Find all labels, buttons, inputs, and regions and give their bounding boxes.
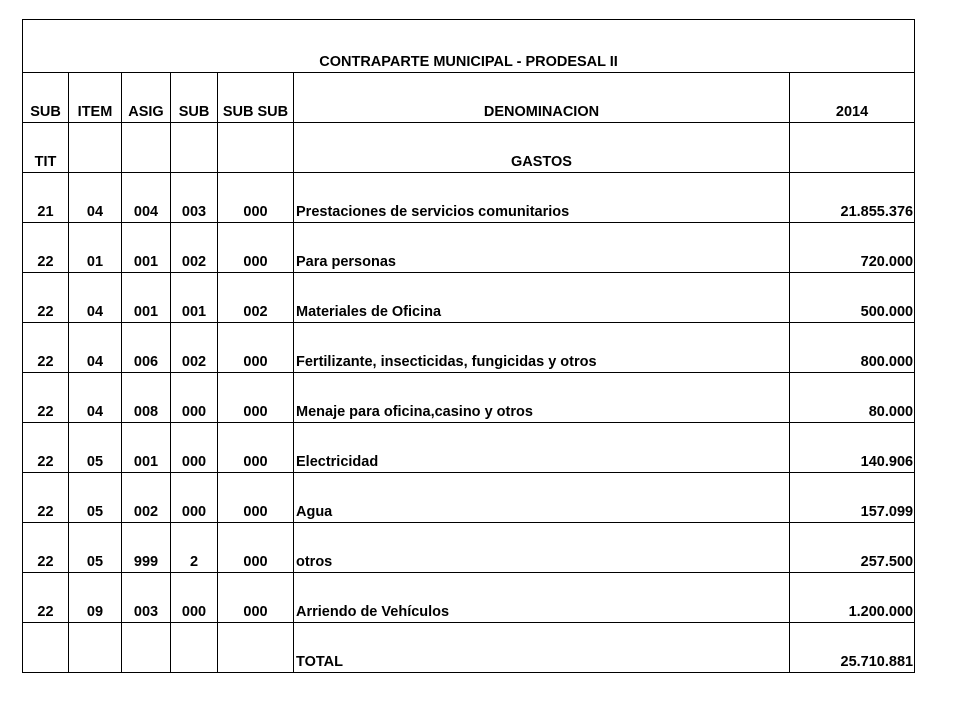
code-asig: 001 xyxy=(122,423,171,473)
code-item: 05 xyxy=(69,523,122,573)
denominacion-cell: Menaje para oficina,casino y otros xyxy=(294,373,790,423)
empty-cell xyxy=(790,123,915,173)
header-sub: SUB xyxy=(23,73,69,123)
header-row xyxy=(23,73,915,123)
table-row xyxy=(23,523,915,573)
amount-cell: 500.000 xyxy=(790,273,915,323)
amount-cell: 21.855.376 xyxy=(790,173,915,223)
title-row xyxy=(23,20,915,73)
code-sub: 22 xyxy=(23,373,69,423)
empty-cell xyxy=(171,123,218,173)
amount-cell: 800.000 xyxy=(790,323,915,373)
denominacion-cell: Agua xyxy=(294,473,790,523)
table-row xyxy=(23,273,915,323)
code-subsub: 000 xyxy=(218,523,294,573)
total-row xyxy=(23,623,915,673)
code-sub: 21 xyxy=(23,173,69,223)
code-sub2: 000 xyxy=(171,373,218,423)
header-subsub: SUB SUB xyxy=(218,73,294,123)
code-sub2: 003 xyxy=(171,173,218,223)
code-sub2: 000 xyxy=(171,573,218,623)
empty-cell xyxy=(69,623,122,673)
denominacion-cell: Fertilizante, insecticidas, fungicidas y otros xyxy=(294,323,790,373)
code-sub2: 002 xyxy=(171,323,218,373)
code-subsub: 000 xyxy=(218,573,294,623)
header-asig: ASIG xyxy=(122,73,171,123)
code-subsub: 002 xyxy=(218,273,294,323)
amount-cell: 140.906 xyxy=(790,423,915,473)
code-item: 05 xyxy=(69,473,122,523)
code-subsub: 000 xyxy=(218,423,294,473)
denominacion-cell: Electricidad xyxy=(294,423,790,473)
code-subsub: 000 xyxy=(218,373,294,423)
amount-cell: 157.099 xyxy=(790,473,915,523)
empty-cell xyxy=(23,623,69,673)
table-row xyxy=(23,173,915,223)
code-item: 04 xyxy=(69,273,122,323)
code-subsub: 000 xyxy=(218,473,294,523)
code-item: 04 xyxy=(69,373,122,423)
budget-table xyxy=(22,19,915,673)
empty-cell xyxy=(122,623,171,673)
amount-cell: 720.000 xyxy=(790,223,915,273)
header-item: ITEM xyxy=(69,73,122,123)
code-sub: 22 xyxy=(23,223,69,273)
code-asig: 008 xyxy=(122,373,171,423)
code-sub2: 000 xyxy=(171,473,218,523)
table-row xyxy=(23,423,915,473)
denominacion-cell: Para personas xyxy=(294,223,790,273)
table-row xyxy=(23,473,915,523)
header-denominacion: DENOMINACION xyxy=(294,73,790,123)
amount-cell: 80.000 xyxy=(790,373,915,423)
code-asig: 001 xyxy=(122,273,171,323)
table-row xyxy=(23,223,915,273)
code-subsub: 000 xyxy=(218,173,294,223)
table-row xyxy=(23,373,915,423)
section-row xyxy=(23,123,915,173)
empty-cell xyxy=(218,123,294,173)
empty-cell xyxy=(69,123,122,173)
total-label: TOTAL xyxy=(294,623,790,673)
denominacion-cell: Prestaciones de servicios comunitarios xyxy=(294,173,790,223)
empty-cell xyxy=(218,623,294,673)
code-sub: 22 xyxy=(23,323,69,373)
code-asig: 004 xyxy=(122,173,171,223)
denominacion-cell: Arriendo de Vehículos xyxy=(294,573,790,623)
header-sub2: SUB xyxy=(171,73,218,123)
amount-cell: 1.200.000 xyxy=(790,573,915,623)
denominacion-cell: otros xyxy=(294,523,790,573)
code-asig: 999 xyxy=(122,523,171,573)
empty-cell xyxy=(171,623,218,673)
code-asig: 002 xyxy=(122,473,171,523)
code-sub: 22 xyxy=(23,423,69,473)
code-asig: 003 xyxy=(122,573,171,623)
code-subsub: 000 xyxy=(218,223,294,273)
code-sub2: 2 xyxy=(171,523,218,573)
code-item: 05 xyxy=(69,423,122,473)
empty-cell xyxy=(122,123,171,173)
table-row xyxy=(23,573,915,623)
code-asig: 006 xyxy=(122,323,171,373)
code-sub2: 002 xyxy=(171,223,218,273)
code-sub: 22 xyxy=(23,473,69,523)
table-title: CONTRAPARTE MUNICIPAL - PRODESAL II xyxy=(23,20,915,73)
code-subsub: 000 xyxy=(218,323,294,373)
code-item: 09 xyxy=(69,573,122,623)
code-item: 01 xyxy=(69,223,122,273)
code-item: 04 xyxy=(69,173,122,223)
code-asig: 001 xyxy=(122,223,171,273)
denominacion-cell: Materiales de Oficina xyxy=(294,273,790,323)
code-sub: 22 xyxy=(23,273,69,323)
table-row xyxy=(23,323,915,373)
header-year: 2014 xyxy=(790,73,915,123)
total-amount: 25.710.881 xyxy=(790,623,915,673)
amount-cell: 257.500 xyxy=(790,523,915,573)
code-sub2: 001 xyxy=(171,273,218,323)
code-sub2: 000 xyxy=(171,423,218,473)
code-sub: 22 xyxy=(23,523,69,573)
code-item: 04 xyxy=(69,323,122,373)
code-sub: 22 xyxy=(23,573,69,623)
section-tit: TIT xyxy=(23,123,69,173)
section-label: GASTOS xyxy=(294,123,790,173)
